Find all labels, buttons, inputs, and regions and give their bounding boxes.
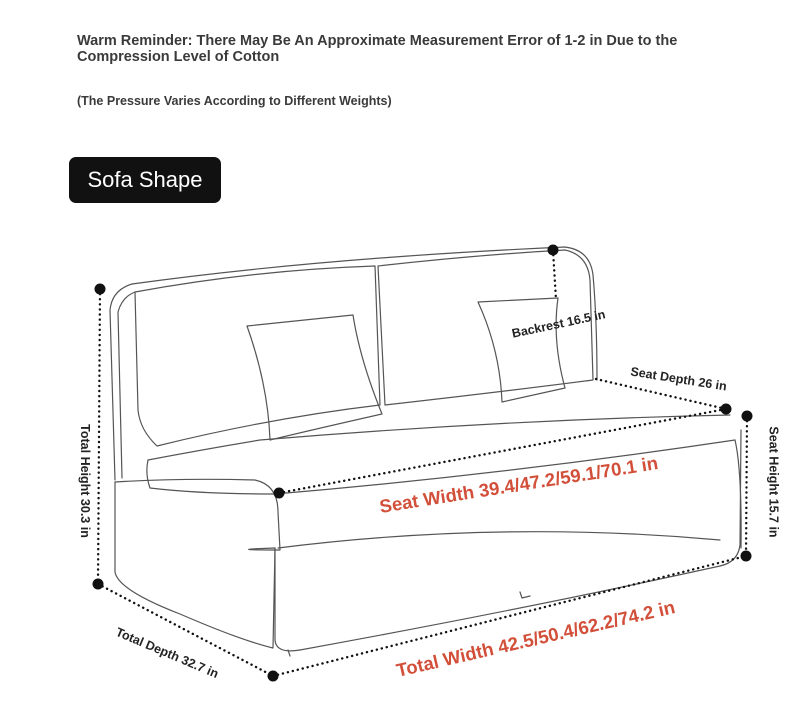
dot-total-height-bottom <box>93 579 104 590</box>
dot-backrest-top <box>548 245 559 256</box>
dot-front-bottom <box>268 671 279 682</box>
backrest-label: Backrest 16.5 in <box>510 307 607 341</box>
seat-height-line <box>746 416 747 556</box>
total-width-label: Total Width 42.5/50.4/62.2/74.2 in <box>394 596 677 681</box>
seat-depth-label: Seat Depth 26 in <box>629 364 728 394</box>
total-depth-label: Total Depth 32.7 in <box>113 625 221 681</box>
dot-seat-height-bottom <box>741 551 752 562</box>
seat-width-label: Seat Width 39.4/47.2/59.1/70.1 in <box>378 452 660 517</box>
dot-seat-height-top <box>742 411 753 422</box>
total-height-label: Total Height 30.3 in <box>77 424 92 538</box>
pressure-note: (The Pressure Varies According to Different Weights) <box>77 94 392 108</box>
warm-reminder-text: Warm Reminder: There May Be An Approximate Measurement Error of 1-2 in Due to the Compression Level of Cotton <box>77 33 678 65</box>
backrest-line <box>553 250 556 300</box>
dot-total-height-top <box>95 284 106 295</box>
sofa-drawing <box>110 247 741 656</box>
seat-height-label: Seat Height 15.7 in <box>766 426 781 538</box>
sofa-shape-badge: Sofa Shape <box>69 157 221 203</box>
dot-seat-right <box>721 404 732 415</box>
total-height-line <box>98 289 100 584</box>
dot-seat-left <box>274 488 285 499</box>
